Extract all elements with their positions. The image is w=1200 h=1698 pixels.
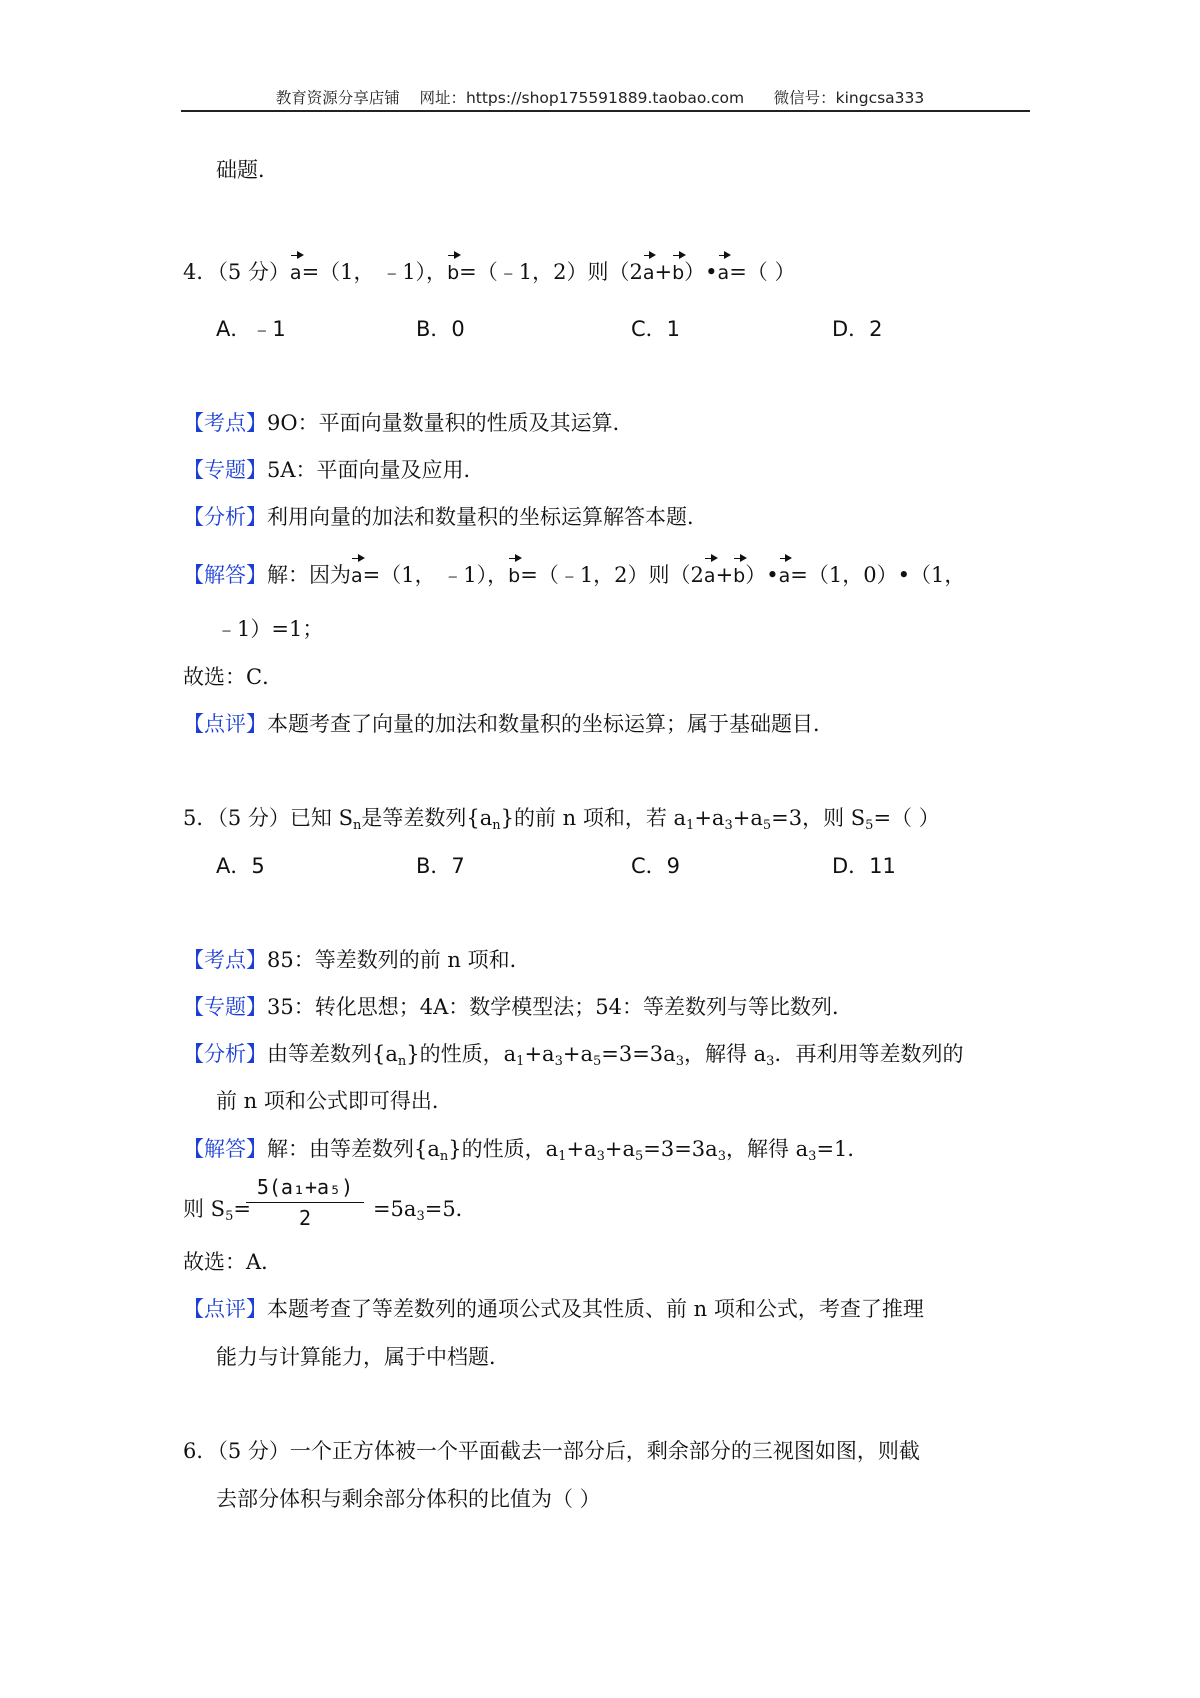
q5-option-d: D．11 <box>832 854 896 878</box>
fraction-numerator: 5(a₁+a₅) <box>256 1175 354 1199</box>
vector-b: b <box>508 561 520 591</box>
q4-kaodian: 【考点】9O：平面向量数量积的性质及其运算． <box>183 411 634 435</box>
zhuanti-tag: 【专题】 <box>183 458 267 482</box>
dianping-tag: 【点评】 <box>183 1297 267 1321</box>
dianping-tag: 【点评】 <box>183 712 267 736</box>
fraction-denominator: 2 <box>298 1206 312 1230</box>
vector-a: a <box>779 561 791 591</box>
q4-jieda-line2: ﹣1）=1； <box>216 617 324 641</box>
kaodian-tag: 【考点】 <box>183 948 267 972</box>
q4-option-c: C．1 <box>631 317 681 341</box>
sum-formula-fraction <box>246 1175 364 1230</box>
vector-b: b <box>733 561 745 591</box>
vector-a: a <box>704 561 716 591</box>
fenxi-tag: 【分析】 <box>183 505 267 529</box>
q5-option-c: C．9 <box>631 854 681 878</box>
q4-jieda: 【解答】解：因为a=（1， ﹣1），b=（﹣1，2）则（2a+b）•a=（1，0）•（1， <box>183 560 965 591</box>
vector-b: b <box>447 258 459 288</box>
q5-dianping-line2: 能力与计算能力，属于中档题． <box>216 1345 510 1369</box>
q5-fenxi: 【分析】由等差数列$\{a_n\}$的性质，$a_1+a_3+a_5=3=3a_3$，解得 $a_3$．再利用等差数列的 <box>183 1042 964 1069</box>
q4-option-d: D．2 <box>832 317 883 341</box>
vector-a: a <box>718 258 730 288</box>
q4-guxuan: 故选：C． <box>183 665 284 689</box>
q4-zhuanti: 【专题】5A：平面向量及应用． <box>183 458 485 482</box>
q5-dianping: 【点评】本题考查了等差数列的通项公式及其性质、前 n 项和公式，考查了推理 <box>183 1297 924 1321</box>
q5-option-b: B．7 <box>416 854 465 878</box>
vector-a: a <box>351 561 363 591</box>
prev-tail-text: 础题． <box>216 158 279 182</box>
q6-stem-line1: 6．（5 分）一个正方体被一个平面截去一部分后，剩余部分的三视图如图，则截 <box>183 1439 920 1463</box>
jieda-tag: 【解答】 <box>183 563 267 587</box>
q5-option-a: A．5 <box>216 854 265 878</box>
q5-fenxi-line2: 前 n 项和公式即可得出． <box>216 1089 453 1113</box>
q5-zhuanti: 【专题】35：转化思想；4A：数学模型法；54：等差数列与等比数列． <box>183 995 853 1019</box>
jieda-tag: 【解答】 <box>183 1137 267 1161</box>
q5-jieda: 【解答】解：由等差数列$\{a_n\}$的性质，$a_1+a_3+a_5=3=3a_3$，解得 $a_3=1$． <box>183 1137 869 1164</box>
q4-option-a: A．﹣1 <box>216 317 286 341</box>
kaodian-tag: 【考点】 <box>183 411 267 435</box>
vector-a: a <box>290 258 302 288</box>
fenxi-tag: 【分析】 <box>183 1042 267 1066</box>
q4-fenxi: 【分析】利用向量的加法和数量积的坐标运算解答本题． <box>183 505 708 529</box>
q5-kaodian: 【考点】85：等差数列的前 n 项和． <box>183 948 531 972</box>
page-header: 教育资源分享店铺 网址：https://shop175591889.taobao.com 微信号：kingcsa333 <box>275 89 925 107</box>
q5-stem: 5．（5 分）已知 $S_n$是等差数列$\{a_n\}$的前 n 项和，若 $a_1+a_3+a_5=3$，则 $S_5=$（ ） <box>183 806 940 833</box>
q4-dianping: 【点评】本题考查了向量的加法和数量积的坐标运算；属于基础题目． <box>183 712 834 736</box>
zhuanti-tag: 【专题】 <box>183 995 267 1019</box>
q4-stem: 4．（5 分）a=（1， ﹣1），b=（﹣1，2）则（2a+b）•a=（ ） <box>183 257 795 288</box>
q4-option-b: B．0 <box>416 317 465 341</box>
q5-guxuan: 故选：A． <box>183 1250 283 1274</box>
vector-b: b <box>672 258 684 288</box>
q5-ze-line: 则 $S_5= =5a_3=5$． <box>183 1197 477 1224</box>
q6-stem-line2: 去部分体积与剩余部分体积的比值为（ ） <box>216 1487 601 1511</box>
vector-a: a <box>643 258 655 288</box>
header-rule <box>181 110 1030 112</box>
